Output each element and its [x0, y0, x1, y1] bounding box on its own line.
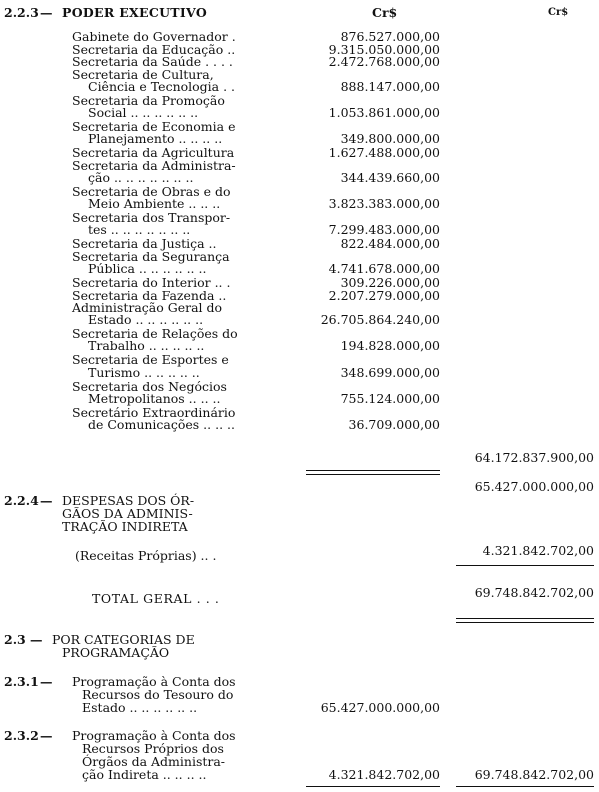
grand-total-value: 69.748.842.702,00	[474, 585, 594, 600]
item-value: 26.705.864.240,00	[320, 312, 440, 328]
item-label: Ciência e Tecnologia . .	[88, 79, 236, 94]
item-value: 9.315.050.000,00	[328, 41, 440, 57]
programming-line: Estado .. .. .. .. .. ..	[82, 700, 198, 715]
programming-line: Programação à Conta dos	[72, 674, 236, 689]
section-title-poder-executivo: PODER EXECUTIVO	[62, 5, 208, 20]
subtotal-rule-2	[306, 474, 440, 475]
section-dash: —	[30, 632, 43, 647]
section-title-line: POR CATEGORIAS DE	[52, 632, 195, 647]
item-label: tes .. .. .. .. .. .. ..	[88, 222, 191, 238]
column-header-cr-2: Cr$	[548, 7, 569, 18]
programming-total-value: 69.748.842.702,00	[474, 767, 594, 782]
item-label: Estado .. .. .. .. .. ..	[88, 312, 204, 328]
item-value: 1.053.861.000,00	[328, 105, 440, 121]
item-label: Pública .. .. .. .. .. ..	[88, 260, 207, 276]
item-value: 349.800.000,00	[340, 131, 440, 147]
item-value: 755.124.000,00	[340, 390, 440, 406]
bottom-rule	[306, 786, 440, 787]
item-value: 4.741.678.000,00	[328, 260, 440, 276]
own-revenue-label: (Receitas Próprias) .. .	[75, 548, 217, 563]
section-number-2-2-4: 2.2.4	[4, 493, 39, 508]
section-dash: —	[40, 5, 53, 20]
section-title-line: TRAÇÃO INDIRETA	[62, 519, 188, 534]
grand-total-rule-2	[456, 622, 594, 623]
grand-total-rule	[456, 618, 594, 619]
own-revenue-rule	[456, 565, 594, 566]
item-value: 2.472.768.000,00	[328, 54, 440, 70]
programming-line: ção Indireta .. .. .. ..	[82, 767, 207, 782]
item-value: 348.699.000,00	[340, 364, 440, 380]
programming-line: Órgãos da Administra-	[82, 754, 226, 769]
section-dash: —	[40, 674, 53, 689]
grand-total-label: TOTAL GERAL . . .	[92, 591, 220, 606]
section-number-2-2-3: 2.2.3	[4, 5, 39, 20]
section-title-line: PROGRAMAÇÃO	[62, 645, 170, 660]
item-value: 2.207.279.000,00	[328, 287, 440, 303]
programming-line: Recursos Próprios dos	[82, 741, 224, 756]
item-label: Secretaria da Administra-	[72, 157, 236, 173]
programming-line: Recursos do Tesouro do	[82, 687, 234, 702]
item-label: Secretaria da Saúde . . . .	[72, 54, 233, 70]
item-label: Secretaria do Interior .. .	[72, 274, 231, 290]
item-label: Trabalho .. .. .. .. ..	[88, 338, 205, 354]
section-title-line: GÃOS DA ADMINIS-	[62, 506, 193, 521]
indirect-programming-value: 4.321.842.702,00	[328, 767, 440, 782]
item-label: Secretaria da Agricultura	[72, 145, 235, 161]
item-label: Meio Ambiente .. .. ..	[88, 196, 221, 212]
subtotal-value: 64.172.837.900,00	[474, 450, 594, 465]
item-value: 194.828.000,00	[340, 338, 440, 354]
item-label: Secretaria de Obras e do	[72, 184, 231, 199]
item-value: 344.439.660,00	[340, 170, 440, 185]
item-label: Secretaria da Segurança	[72, 248, 230, 264]
item-label: Secretaria dos Transpor-	[72, 210, 231, 226]
item-label: de Comunicações .. .. ..	[88, 416, 235, 432]
treasury-programming-value: 65.427.000.000,00	[320, 700, 440, 715]
item-value: 822.484.000,00	[340, 236, 440, 252]
item-label: Secretaria da Fazenda ..	[72, 287, 227, 303]
subtotal-rule	[306, 470, 440, 471]
item-label: Secretaria de Esportes e	[72, 352, 229, 368]
item-value: 7.299.483.000,00	[328, 222, 440, 238]
item-label: Turismo .. .. .. .. ..	[88, 364, 200, 380]
item-label: Secretário Extraordinário	[72, 404, 236, 420]
section-number-2-3-2: 2.3.2	[4, 728, 39, 743]
item-label: Secretaria dos Negócios	[72, 378, 227, 394]
bottom-rule-2	[456, 786, 594, 787]
item-label: Administração Geral do	[72, 300, 223, 316]
programming-line: Programação à Conta dos	[72, 728, 236, 743]
item-value: 1.627.488.000,00	[328, 145, 440, 161]
total-poder-executivo-value: 65.427.000.000,00	[474, 479, 594, 494]
item-value: 36.709.000,00	[348, 416, 440, 432]
section-dash: —	[40, 728, 53, 743]
item-label: Secretaria de Relações do	[72, 326, 238, 342]
item-value: 3.823.383.000,00	[328, 196, 440, 212]
item-value: 876.527.000,00	[340, 29, 440, 44]
item-label: Secretaria da Educação ..	[72, 41, 236, 57]
item-label: Social .. .. .. .. .. ..	[88, 105, 199, 121]
item-label: Secretaria da Promoção	[72, 93, 225, 109]
item-label: Secretaria de Cultura,	[72, 67, 214, 82]
section-dash: —	[40, 493, 53, 508]
section-number-2-3-1: 2.3.1	[4, 674, 39, 689]
item-label: Metropolitanos .. .. ..	[88, 390, 221, 406]
item-value: 888.147.000,00	[340, 79, 440, 94]
item-label: Secretaria da Justiça ..	[72, 236, 217, 252]
section-number-2-3: 2.3	[4, 632, 26, 647]
item-value: 309.226.000,00	[340, 274, 440, 290]
item-label: Secretaria de Economia e	[72, 119, 236, 135]
own-revenue-value: 4.321.842.702,00	[482, 543, 594, 558]
item-label: ção .. .. .. .. .. .. ..	[88, 170, 194, 185]
column-header-cr: Cr$	[372, 5, 398, 20]
item-label: Planejamento .. .. .. ..	[88, 131, 223, 147]
section-title-line: DESPESAS DOS ÓR-	[62, 493, 195, 508]
item-label: Gabinete do Governador .	[72, 29, 236, 44]
